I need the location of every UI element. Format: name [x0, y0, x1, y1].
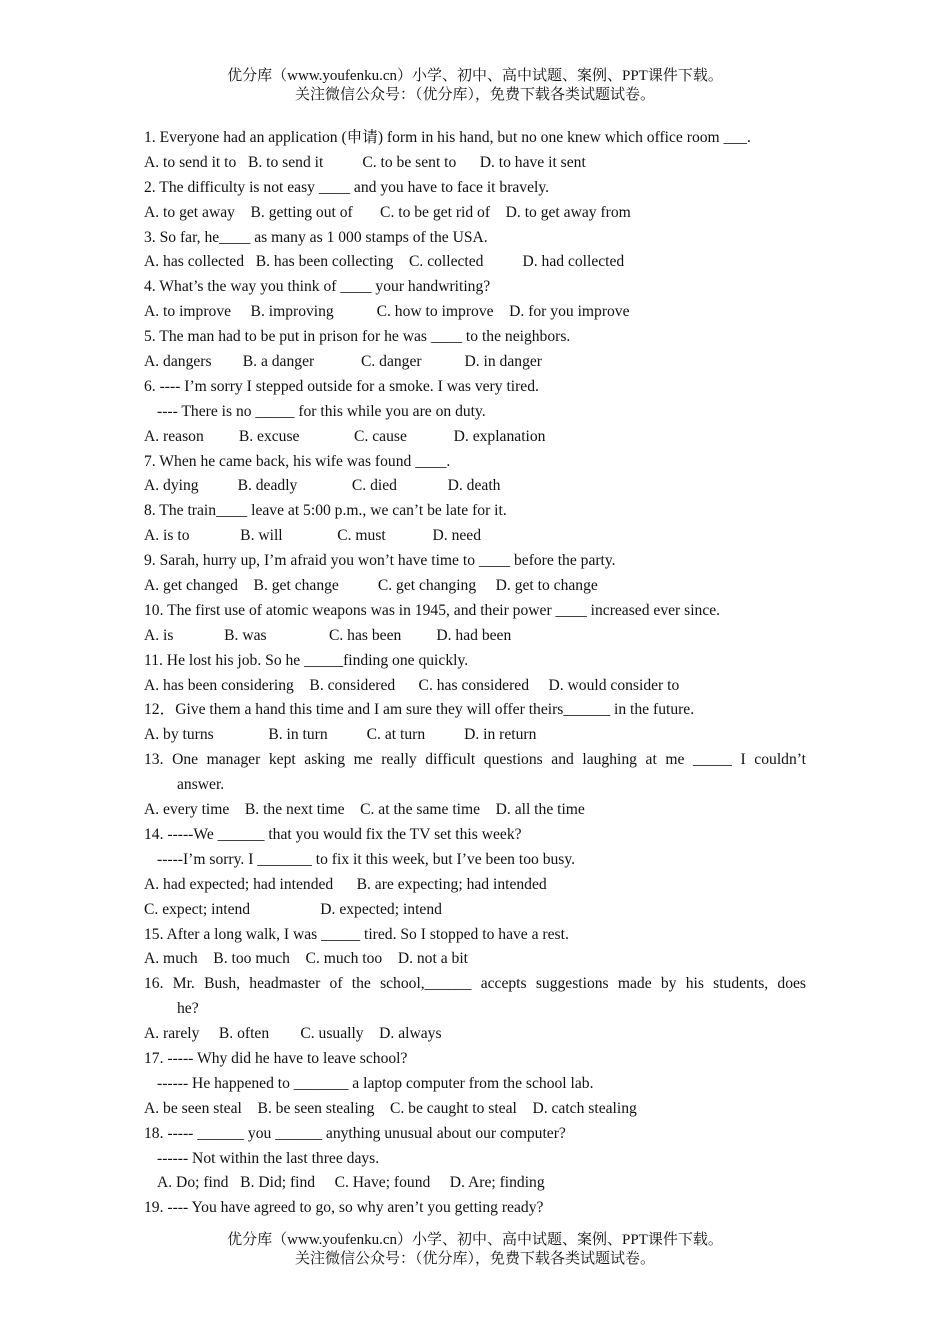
question-5: 5. The man had to be put in prison for he was ____ to the neighbors. [144, 328, 571, 346]
options-2: A. to get away B. getting out of C. to be get rid of D. to get away from [144, 203, 631, 221]
question-14-reply: -----I’m sorry. I _______ to fix it this week, but I’ve been too busy. [157, 850, 576, 868]
question-14: 14. -----We ______ that you would fix the TV set this week? [144, 825, 522, 843]
question-body [144, 126, 806, 1221]
options-10: A. is B. was C. has been D. had been [144, 626, 512, 644]
page-footer [0, 1231, 950, 1269]
page-header [0, 67, 950, 105]
options-12: A. by turns B. in turn C. at turn D. in return [144, 726, 537, 744]
question-11: 11. He lost his job. So he _____finding one quickly. [144, 651, 469, 669]
question-16: 16. Mr. Bush, headmaster of the school,______ accepts suggestions made by his students, does [144, 975, 806, 993]
options-11: A. has been considering B. considered C. has considered D. would consider to [144, 676, 680, 694]
options-17: A. be seen steal B. be seen stealing C. be caught to steal D. catch stealing [144, 1099, 637, 1117]
options-13: A. every time B. the next time C. at the same time D. all the time [144, 801, 585, 819]
question-4: 4. What’s the way you think of ____ your handwriting? [144, 278, 491, 296]
question-7: 7. When he came back, his wife was found ____. [144, 452, 451, 470]
question-2: 2. The difficulty is not easy ____ and you have to face it bravely. [144, 178, 550, 196]
question-19: 19. ---- You have agreed to go, so why aren’t you getting ready? [144, 1199, 544, 1217]
question-13-cont: answer. [177, 776, 225, 794]
options-5: A. dangers B. a danger C. danger D. in danger [144, 353, 542, 371]
options-6: A. reason B. excuse C. cause D. explanation [144, 427, 546, 445]
options-8: A. is to B. will C. must D. need [144, 527, 482, 545]
question-1: 1. Everyone had an application (申请) form in his hand, but no one knew which office room ___. [144, 129, 751, 146]
question-16-cont: he? [177, 1000, 199, 1018]
options-15: A. much B. too much C. much too D. not a bit [144, 950, 468, 968]
question-17-reply: ------ He happened to _______ a laptop computer from the school lab. [157, 1074, 594, 1092]
question-12: 12．Give them a hand this time and I am sure they will offer theirs______ in the future. [144, 701, 695, 719]
header-line-2: 关注微信公众号：（优分库），免费下载各类试题试卷。 [294, 87, 655, 103]
question-15: 15. After a long walk, I was _____ tired. So I stopped to have a rest. [144, 925, 569, 943]
question-3: 3. So far, he____ as many as 1 000 stamps of the USA. [144, 228, 488, 246]
options-1: A. to send it to B. to send it C. to be sent to D. to have it sent [144, 153, 586, 171]
footer-line-1: 优分库（www.youfenku.cn）小学、初中、高中试题、案例、PPT课件下载。 [227, 1232, 723, 1248]
question-13: 13. One manager kept asking me really difficult questions and laughing at me _____ I couldn’t [144, 751, 806, 769]
question-6: 6. ---- I’m sorry I stepped outside for a smoke. I was very tired. [144, 377, 539, 395]
question-6-reply: ---- There is no _____ for this while you are on duty. [157, 402, 486, 420]
options-3: A. has collected B. has been collecting C. collected D. had collected [144, 253, 625, 271]
question-9: 9. Sarah, hurry up, I’m afraid you won’t have time to ____ before the party. [144, 552, 616, 570]
options-9: A. get changed B. get change C. get changing D. get to change [144, 577, 598, 595]
options-4: A. to improve B. improving C. how to improve D. for you improve [144, 303, 630, 321]
question-18-reply: ------ Not within the last three days. [157, 1149, 380, 1167]
header-line-1: 优分库（www.youfenku.cn）小学、初中、高中试题、案例、PPT课件下载。 [227, 68, 723, 84]
question-18: 18. ----- ______ you ______ anything unusual about our computer? [144, 1124, 566, 1142]
options-14-b: C. expect; intend D. expected; intend [144, 900, 442, 918]
question-8: 8. The train____ leave at 5:00 p.m., we can’t be late for it. [144, 502, 507, 520]
options-14-a: A. had expected; had intended B. are expecting; had intended [144, 875, 547, 893]
question-17: 17. ----- Why did he have to leave school? [144, 1049, 408, 1067]
options-18: A. Do; find B. Did; find C. Have; found D. Are; finding [157, 1174, 545, 1192]
options-16: A. rarely B. often C. usually D. always [144, 1025, 442, 1043]
question-10: 10. The first use of atomic weapons was in 1945, and their power ____ increased ever since. [144, 601, 721, 619]
options-7: A. dying B. deadly C. died D. death [144, 477, 501, 495]
footer-line-2: 关注微信公众号：（优分库），免费下载各类试题试卷。 [294, 1251, 655, 1267]
